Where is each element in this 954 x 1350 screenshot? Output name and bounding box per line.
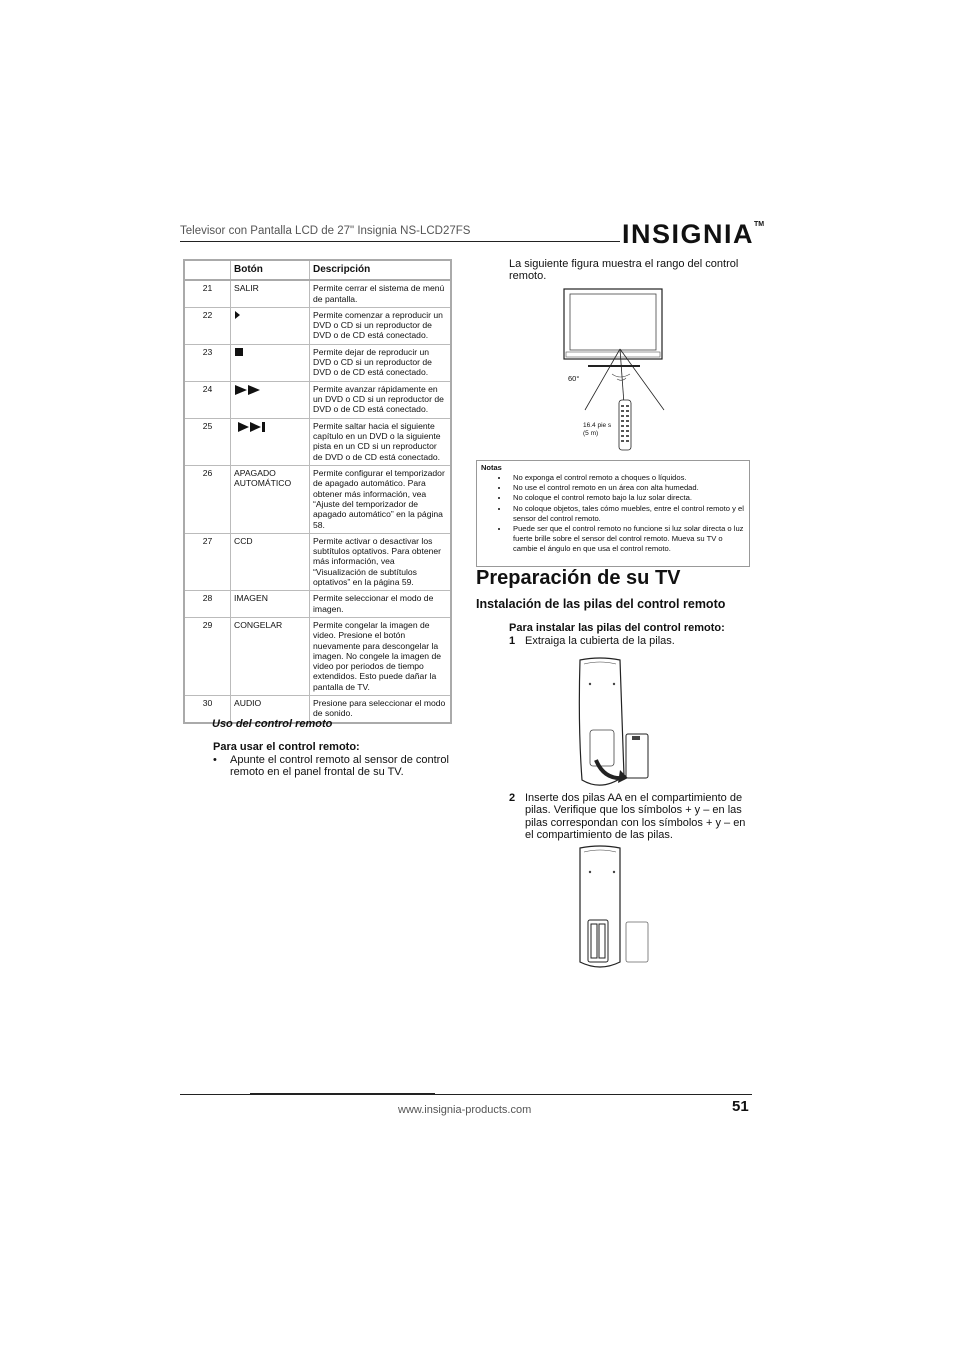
running-header: Televisor con Pantalla LCD de 27" Insignia NS-LCD27FS	[180, 225, 471, 237]
note-item: • Puede ser que el control remoto no funcione si luz solar directa o luz fuerte brille sobre el sensor del control remoto. Mueva su TV o cambie el ángulo en que usa el control remoto.	[509, 524, 749, 555]
skip-forward-icon	[237, 421, 267, 435]
table-row	[184, 280, 451, 307]
notes-box	[476, 460, 750, 567]
row-number: 26	[184, 466, 231, 534]
row-button: IMAGEN	[231, 591, 310, 618]
row-description: Permite congelar la imagen de video. Presione el botón nuevamente para descongelar la imagen. No congele la imagen de video por periodos de tiempo extendidos. Esto puede dañar la pantalla de TV.	[310, 617, 452, 695]
remote-body	[580, 846, 620, 967]
usage-bullet	[213, 754, 456, 779]
section-title: Preparación de su TV	[476, 567, 681, 589]
row-number: 29	[184, 617, 231, 695]
table-row	[184, 617, 451, 695]
table-header-row	[184, 260, 451, 280]
note-item: • No exponga el control remoto a choques o líquidos.	[509, 473, 749, 483]
row-description: Permite configurar el temporizador de apagado automático. Para obtener más información, vea “Ajuste del temporizador de apagado automático” en la página 58.	[310, 466, 452, 534]
range-left-line	[585, 349, 620, 410]
remote-icon	[619, 400, 631, 450]
notes-list	[481, 473, 749, 555]
note-item: • No coloque el control remoto bajo la luz solar directa.	[509, 493, 749, 503]
row-description: Permite saltar hacia el siguiente capítulo en un DVD o la siguiente pista en un CD si un reproductor de DVD o de CD está conectado.	[310, 418, 452, 465]
step-text: Extraiga la cubierta de la pilas.	[525, 635, 675, 647]
row-description: Permite avanzar rápidamente en un DVD o CD si un reproductor de DVD o de CD está conectado.	[310, 381, 452, 418]
row-number: 21	[184, 280, 231, 307]
fast-forward-icon	[234, 384, 262, 398]
table-row	[184, 591, 451, 618]
header-rule	[180, 241, 620, 242]
row-number: 24	[184, 381, 231, 418]
bullet-dot: •	[213, 754, 217, 766]
row-description: Presione para seleccionar el modo de sonido.	[310, 696, 452, 723]
step-number: 2	[509, 792, 516, 804]
step-1	[509, 635, 754, 647]
subsection-title: Instalación de las pilas del control remoto	[476, 597, 726, 611]
insignia-logo: INSIGNIA™	[622, 219, 765, 249]
table-row	[184, 307, 451, 344]
battery-cover	[626, 922, 648, 962]
usage-bullet-text: Apunte el control remoto al sensor de control remoto en el panel frontal de su TV.	[230, 754, 449, 779]
remote-range-figure	[560, 286, 670, 456]
row-number: 25	[184, 418, 231, 465]
remove-cover-figure	[570, 656, 660, 792]
row-number: 27	[184, 533, 231, 590]
table-row	[184, 533, 451, 590]
footer-rule-accent	[250, 1093, 435, 1095]
row-button: CCD	[231, 533, 310, 590]
step-2	[509, 792, 754, 842]
row-description: Permite cerrar el sistema de menú de pantalla.	[310, 280, 452, 307]
row-description: Permite dejar de reproducir un DVD o CD si un reproductor de DVD o de CD está conectado.	[310, 344, 452, 381]
row-description: Permite comenzar a reproducir un DVD o CD si un reproductor de DVD o de CD está conectado.	[310, 307, 452, 344]
row-number: 30	[184, 696, 231, 723]
row-button: SALIR	[231, 280, 310, 307]
table-row	[184, 466, 451, 534]
row-description: Permite seleccionar el modo de imagen.	[310, 591, 452, 618]
range-intro: La siguiente figura muestra el rango del control remoto.	[509, 258, 739, 283]
angle-label: 60°	[568, 374, 580, 383]
col-header-description: Descripción	[310, 260, 452, 280]
step-number: 1	[509, 635, 516, 647]
table-row	[184, 344, 451, 381]
footer-url: www.insignia-products.com	[398, 1104, 532, 1116]
insert-batteries-figure	[570, 844, 660, 974]
steps-heading: Para instalar las pilas del control remoto:	[509, 622, 725, 634]
button-table	[183, 259, 452, 724]
note-item: • No coloque objetos, tales cómo muebles, entre el control remoto y el sensor del control remoto.	[509, 504, 749, 524]
row-button: AUDIO	[231, 696, 310, 723]
col-header-button: Botón	[231, 260, 310, 280]
col-header-number	[184, 260, 231, 280]
row-number: 28	[184, 591, 231, 618]
battery-cover	[626, 734, 648, 778]
row-number: 22	[184, 307, 231, 344]
row-number: 23	[184, 344, 231, 381]
usage-heading: Para usar el control remoto:	[213, 741, 360, 753]
stop-icon	[234, 347, 244, 359]
row-button: CONGELAR	[231, 617, 310, 695]
table-row	[184, 418, 451, 465]
play-icon	[234, 310, 242, 322]
step-text: Inserte dos pilas AA en el compartimiento de pilas. Verifique que los símbolos + y – en las pilas correspondan con los símbolos + y – en el compartimiento de las pilas.	[525, 792, 746, 842]
section-caption: Uso del control remoto	[212, 718, 333, 730]
table-row	[184, 381, 451, 418]
row-description: Permite activar o desactivar los subtítulos optativos. Para obtener más información, vea “Visualización de subtítulos optativos” en la página 59.	[310, 533, 452, 590]
page-number: 51	[732, 1098, 749, 1115]
note-item: • No use el control remoto en un área con alta humedad.	[509, 483, 749, 493]
notes-title: Notas	[481, 463, 502, 472]
tv-frame	[564, 289, 662, 359]
distance-label: 16.4 pie s (5 m)	[583, 422, 612, 437]
tv-screen	[570, 294, 656, 350]
row-button: APAGADO AUTOMÁTICO	[231, 466, 310, 534]
